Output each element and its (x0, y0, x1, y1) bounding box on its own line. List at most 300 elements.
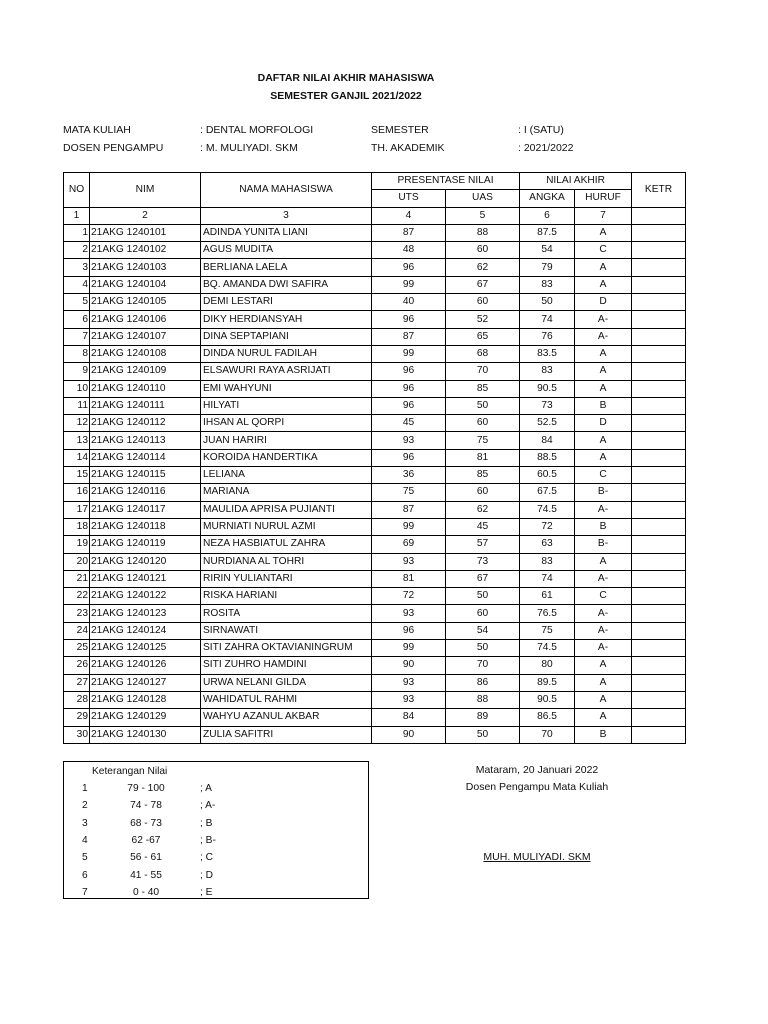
row-name: WAHIDATUL RAHMI (201, 691, 372, 708)
row-nim: 21AKG 1240130 (90, 726, 201, 743)
row-huruf: B (575, 397, 632, 414)
row-name: WAHYU AZANUL AKBAR (201, 709, 372, 726)
col-number: 2 (90, 207, 201, 224)
table-row (64, 311, 686, 328)
row-ketr (632, 553, 686, 570)
row-uas: 60 (446, 294, 520, 311)
row-number: 22 (64, 588, 90, 605)
row-uas: 62 (446, 501, 520, 518)
row-nim: 21AKG 1240106 (90, 311, 201, 328)
row-huruf: A- (575, 328, 632, 345)
row-nim: 21AKG 1240113 (90, 432, 201, 449)
row-uas: 62 (446, 259, 520, 276)
year-label: TH. AKADEMIK (371, 142, 445, 154)
row-uas: 81 (446, 449, 520, 466)
row-angka: 67.5 (520, 484, 575, 501)
row-huruf: B- (575, 536, 632, 553)
row-ketr (632, 674, 686, 691)
row-name: NEZA HASBIATUL ZAHRA (201, 536, 372, 553)
legend-item-grade: ; D (200, 869, 214, 881)
row-name: KOROIDA HANDERTIKA (201, 449, 372, 466)
row-number: 10 (64, 380, 90, 397)
row-uts: 99 (372, 276, 446, 293)
grade-legend (63, 761, 369, 899)
row-ketr (632, 484, 686, 501)
signature-place-date: Mataram, 20 Januari 2022 (475, 764, 599, 776)
legend-item-grade: ; B (200, 817, 213, 829)
row-number: 2 (64, 242, 90, 259)
row-number: 4 (64, 276, 90, 293)
row-name: SITI ZAHRA OKTAVIANINGRUM (201, 640, 372, 657)
row-nim: 21AKG 1240102 (90, 242, 201, 259)
table-row (64, 328, 686, 345)
table-row (64, 363, 686, 380)
row-number: 29 (64, 709, 90, 726)
row-uts: 90 (372, 726, 446, 743)
header-uas: UAS (446, 190, 520, 207)
row-uas: 60 (446, 484, 520, 501)
row-angka: 74.5 (520, 501, 575, 518)
row-nim: 21AKG 1240125 (90, 640, 201, 657)
row-ketr (632, 415, 686, 432)
header-huruf: HURUF (575, 190, 632, 207)
table-row (64, 242, 686, 259)
row-uas: 88 (446, 224, 520, 241)
row-huruf: A- (575, 501, 632, 518)
row-huruf: B (575, 726, 632, 743)
table-row (64, 397, 686, 414)
row-ketr (632, 345, 686, 362)
row-number: 11 (64, 397, 90, 414)
row-uas: 65 (446, 328, 520, 345)
row-angka: 50 (520, 294, 575, 311)
row-name: DIKY HERDIANSYAH (201, 311, 372, 328)
row-uts: 96 (372, 449, 446, 466)
row-name: SITI ZUHRO HAMDINI (201, 657, 372, 674)
row-ketr (632, 726, 686, 743)
table-row (64, 259, 686, 276)
col-number: 4 (372, 207, 446, 224)
table-row (64, 657, 686, 674)
row-nim: 21AKG 1240109 (90, 363, 201, 380)
row-name: EMI WAHYUNI (201, 380, 372, 397)
row-uts: 96 (372, 363, 446, 380)
legend-item-range: 68 - 73 (130, 817, 162, 829)
col-number: 1 (64, 207, 90, 224)
row-ketr (632, 259, 686, 276)
legend-item-number: 5 (82, 852, 88, 864)
row-huruf: B- (575, 484, 632, 501)
table-row (64, 345, 686, 362)
row-name: RISKA HARIANI (201, 588, 372, 605)
legend-item-number: 3 (82, 817, 88, 829)
row-number: 21 (64, 570, 90, 587)
row-ketr (632, 242, 686, 259)
row-uas: 50 (446, 640, 520, 657)
row-nim: 21AKG 1240114 (90, 449, 201, 466)
row-name: BQ. AMANDA DWI SAFIRA (201, 276, 372, 293)
row-uts: 81 (372, 570, 446, 587)
table-row (64, 432, 686, 449)
row-name: ELSAWURI RAYA ASRIJATI (201, 363, 372, 380)
legend-item-number: 2 (82, 800, 88, 812)
row-ketr (632, 397, 686, 414)
row-uas: 57 (446, 536, 520, 553)
row-nim: 21AKG 1240110 (90, 380, 201, 397)
row-uas: 60 (446, 605, 520, 622)
row-uts: 72 (372, 588, 446, 605)
row-ketr (632, 276, 686, 293)
row-angka: 90.5 (520, 691, 575, 708)
row-ketr (632, 605, 686, 622)
table-row (64, 588, 686, 605)
semester-label: SEMESTER (371, 124, 429, 136)
row-nim: 21AKG 1240117 (90, 501, 201, 518)
legend-item-number: 6 (82, 869, 88, 881)
row-huruf: C (575, 467, 632, 484)
row-name: DEMI LESTARI (201, 294, 372, 311)
row-ketr (632, 224, 686, 241)
row-number: 27 (64, 674, 90, 691)
row-huruf: A (575, 276, 632, 293)
table-row (64, 726, 686, 743)
row-ketr (632, 311, 686, 328)
table-row (64, 518, 686, 535)
row-ketr (632, 380, 686, 397)
row-angka: 88.5 (520, 449, 575, 466)
row-number: 26 (64, 657, 90, 674)
row-uts: 93 (372, 553, 446, 570)
row-ketr (632, 588, 686, 605)
row-number: 7 (64, 328, 90, 345)
row-nim: 21AKG 1240121 (90, 570, 201, 587)
table-row (64, 467, 686, 484)
row-ketr (632, 294, 686, 311)
row-uts: 93 (372, 691, 446, 708)
row-huruf: A (575, 224, 632, 241)
row-uts: 93 (372, 432, 446, 449)
row-uas: 45 (446, 518, 520, 535)
row-uts: 48 (372, 242, 446, 259)
row-angka: 83 (520, 363, 575, 380)
row-uts: 93 (372, 605, 446, 622)
row-name: DINDA NURUL FADILAH (201, 345, 372, 362)
row-angka: 83 (520, 553, 575, 570)
row-angka: 76.5 (520, 605, 575, 622)
row-number: 8 (64, 345, 90, 362)
table-row (64, 294, 686, 311)
row-uts: 99 (372, 518, 446, 535)
row-huruf: B (575, 518, 632, 535)
row-name: ADINDA YUNITA LIANI (201, 224, 372, 241)
header-presentase: PRESENTASE NILAI (372, 173, 520, 190)
row-uas: 60 (446, 415, 520, 432)
row-angka: 54 (520, 242, 575, 259)
row-nim: 21AKG 1240127 (90, 674, 201, 691)
row-uas: 60 (446, 242, 520, 259)
signature-role: Dosen Pengampu Mata Kuliah (465, 781, 609, 793)
course-label: MATA KULIAH (63, 124, 131, 136)
table-row (64, 605, 686, 622)
row-uas: 89 (446, 709, 520, 726)
row-uas: 86 (446, 674, 520, 691)
row-uas: 67 (446, 570, 520, 587)
row-name: NURDIANA AL TOHRI (201, 553, 372, 570)
document-title: DAFTAR NILAI AKHIR MAHASISWA (257, 72, 435, 84)
row-huruf: A- (575, 570, 632, 587)
table-row (64, 553, 686, 570)
row-ketr (632, 328, 686, 345)
table-row (64, 501, 686, 518)
row-uas: 85 (446, 467, 520, 484)
legend-item-range: 79 - 100 (127, 783, 165, 794)
row-number: 9 (64, 363, 90, 380)
row-angka: 74 (520, 570, 575, 587)
col-number (632, 207, 686, 224)
row-angka: 89.5 (520, 674, 575, 691)
row-number: 3 (64, 259, 90, 276)
legend-title: Keterangan Nilai (92, 766, 168, 777)
table-row (64, 484, 686, 501)
row-nim: 21AKG 1240115 (90, 467, 201, 484)
row-nim: 21AKG 1240119 (90, 536, 201, 553)
row-uts: 69 (372, 536, 446, 553)
col-number: 5 (446, 207, 520, 224)
row-uts: 96 (372, 622, 446, 639)
row-uts: 84 (372, 709, 446, 726)
row-huruf: A (575, 363, 632, 380)
row-number: 20 (64, 553, 90, 570)
legend-item-number: 4 (82, 834, 88, 846)
row-huruf: A- (575, 311, 632, 328)
table-row (64, 536, 686, 553)
row-number: 17 (64, 501, 90, 518)
row-number: 18 (64, 518, 90, 535)
row-name: MARIANA (201, 484, 372, 501)
row-uas: 54 (446, 622, 520, 639)
row-uas: 50 (446, 588, 520, 605)
row-nim: 21AKG 1240111 (90, 397, 201, 414)
table-row (64, 276, 686, 293)
row-ketr (632, 657, 686, 674)
row-number: 15 (64, 467, 90, 484)
row-ketr (632, 709, 686, 726)
row-number: 28 (64, 691, 90, 708)
legend-item-grade: ; A- (200, 800, 216, 812)
legend-item-range: 74 - 78 (130, 800, 162, 812)
row-ketr (632, 501, 686, 518)
legend-item-range: 56 - 61 (130, 852, 162, 864)
row-name: DINA SEPTAPIANI (201, 328, 372, 345)
header-uts: UTS (372, 190, 446, 207)
row-ketr (632, 467, 686, 484)
row-uts: 36 (372, 467, 446, 484)
row-uts: 90 (372, 657, 446, 674)
row-uas: 75 (446, 432, 520, 449)
header-name: NAMA MAHASISWA (201, 173, 372, 208)
row-uts: 96 (372, 311, 446, 328)
row-nim: 21AKG 1240108 (90, 345, 201, 362)
row-number: 24 (64, 622, 90, 639)
row-ketr (632, 640, 686, 657)
row-uas: 67 (446, 276, 520, 293)
table-row (64, 449, 686, 466)
legend-item-range: 62 -67 (131, 834, 161, 846)
row-name: URWA NELANI GILDA (201, 674, 372, 691)
row-angka: 86.5 (520, 709, 575, 726)
row-nim: 21AKG 1240104 (90, 276, 201, 293)
row-name: HILYATI (201, 397, 372, 414)
row-uts: 93 (372, 674, 446, 691)
row-nim: 21AKG 1240107 (90, 328, 201, 345)
row-uts: 45 (372, 415, 446, 432)
row-ketr (632, 432, 686, 449)
col-number: 7 (575, 207, 632, 224)
row-angka: 90.5 (520, 380, 575, 397)
row-angka: 63 (520, 536, 575, 553)
row-angka: 70 (520, 726, 575, 743)
row-huruf: A (575, 432, 632, 449)
row-name: BERLIANA LAELA (201, 259, 372, 276)
legend-item-range: 0 - 40 (132, 886, 160, 898)
row-huruf: D (575, 294, 632, 311)
grades-table (63, 172, 686, 744)
row-name: ZULIA SAFITRI (201, 726, 372, 743)
row-ketr (632, 449, 686, 466)
row-number: 19 (64, 536, 90, 553)
row-angka: 79 (520, 259, 575, 276)
row-angka: 75 (520, 622, 575, 639)
row-huruf: A (575, 345, 632, 362)
row-nim: 21AKG 1240126 (90, 657, 201, 674)
row-uts: 96 (372, 380, 446, 397)
row-number: 16 (64, 484, 90, 501)
row-uts: 87 (372, 224, 446, 241)
row-uts: 96 (372, 259, 446, 276)
legend-item-number: 7 (82, 886, 88, 898)
row-huruf: A (575, 674, 632, 691)
row-ketr (632, 570, 686, 587)
grade-rows (64, 224, 686, 743)
column-number-row (64, 207, 686, 224)
row-angka: 76 (520, 328, 575, 345)
row-name: SIRNAWATI (201, 622, 372, 639)
row-ketr (632, 363, 686, 380)
row-uas: 85 (446, 380, 520, 397)
row-huruf: A (575, 691, 632, 708)
row-name: MURNIATI NURUL AZMI (201, 518, 372, 535)
row-nim: 21AKG 1240118 (90, 518, 201, 535)
row-angka: 87.5 (520, 224, 575, 241)
row-name: RIRIN YULIANTARI (201, 570, 372, 587)
row-uas: 50 (446, 726, 520, 743)
row-angka: 52.5 (520, 415, 575, 432)
row-nim: 21AKG 1240105 (90, 294, 201, 311)
row-nim: 21AKG 1240112 (90, 415, 201, 432)
row-nim: 21AKG 1240120 (90, 553, 201, 570)
row-name: LELIANA (201, 467, 372, 484)
row-number: 23 (64, 605, 90, 622)
row-name: AGUS MUDITA (201, 242, 372, 259)
row-uts: 87 (372, 328, 446, 345)
header-angka: ANGKA (520, 190, 575, 207)
row-nim: 21AKG 1240101 (90, 224, 201, 241)
row-uts: 40 (372, 294, 446, 311)
row-uts: 99 (372, 345, 446, 362)
row-huruf: C (575, 242, 632, 259)
row-huruf: A (575, 259, 632, 276)
table-row (64, 709, 686, 726)
signature-name: MUH. MULIYADI. SKM (483, 851, 591, 863)
row-huruf: C (575, 588, 632, 605)
row-nim: 21AKG 1240116 (90, 484, 201, 501)
header-nilai-akhir: NILAI AKHIR (520, 173, 632, 190)
row-uas: 70 (446, 363, 520, 380)
col-number: 3 (201, 207, 372, 224)
legend-item-grade: ; A (200, 783, 212, 794)
row-uas: 50 (446, 397, 520, 414)
table-row (64, 622, 686, 639)
row-huruf: A- (575, 605, 632, 622)
table-row (64, 674, 686, 691)
row-uas: 68 (446, 345, 520, 362)
row-angka: 84 (520, 432, 575, 449)
header-nim: NIM (90, 173, 201, 208)
legend-item-grade: ; B- (200, 834, 216, 846)
table-row (64, 415, 686, 432)
row-huruf: A (575, 709, 632, 726)
row-angka: 60.5 (520, 467, 575, 484)
row-huruf: A- (575, 622, 632, 639)
row-ketr (632, 691, 686, 708)
lecturer-value: : M. MULIYADI. SKM (200, 142, 298, 154)
row-name: JUAN HARIRI (201, 432, 372, 449)
row-uas: 73 (446, 553, 520, 570)
row-number: 14 (64, 449, 90, 466)
row-angka: 83 (520, 276, 575, 293)
table-row (64, 380, 686, 397)
row-angka: 74.5 (520, 640, 575, 657)
row-name: ROSITA (201, 605, 372, 622)
row-nim: 21AKG 1240124 (90, 622, 201, 639)
row-huruf: A (575, 449, 632, 466)
legend-item-grade: ; C (200, 852, 214, 864)
table-row (64, 691, 686, 708)
row-nim: 21AKG 1240122 (90, 588, 201, 605)
row-uts: 87 (372, 501, 446, 518)
table-row (64, 224, 686, 241)
col-number: 6 (520, 207, 575, 224)
row-huruf: A- (575, 640, 632, 657)
legend-item-grade: ; E (200, 886, 213, 898)
row-uts: 75 (372, 484, 446, 501)
header-no: NO (64, 173, 90, 208)
semester-value: : I (SATU) (518, 124, 564, 136)
lecturer-label: DOSEN PENGAMPU (63, 142, 164, 154)
row-number: 1 (64, 224, 90, 241)
row-name: MAULIDA APRISA PUJIANTI (201, 501, 372, 518)
row-angka: 83.5 (520, 345, 575, 362)
row-huruf: D (575, 415, 632, 432)
row-number: 5 (64, 294, 90, 311)
course-value: : DENTAL MORFOLOGI (200, 124, 314, 136)
header-ketr: KETR (632, 173, 686, 208)
legend-item-range: 41 - 55 (130, 869, 162, 881)
row-angka: 72 (520, 518, 575, 535)
row-uas: 70 (446, 657, 520, 674)
row-huruf: A (575, 380, 632, 397)
row-nim: 21AKG 1240129 (90, 709, 201, 726)
